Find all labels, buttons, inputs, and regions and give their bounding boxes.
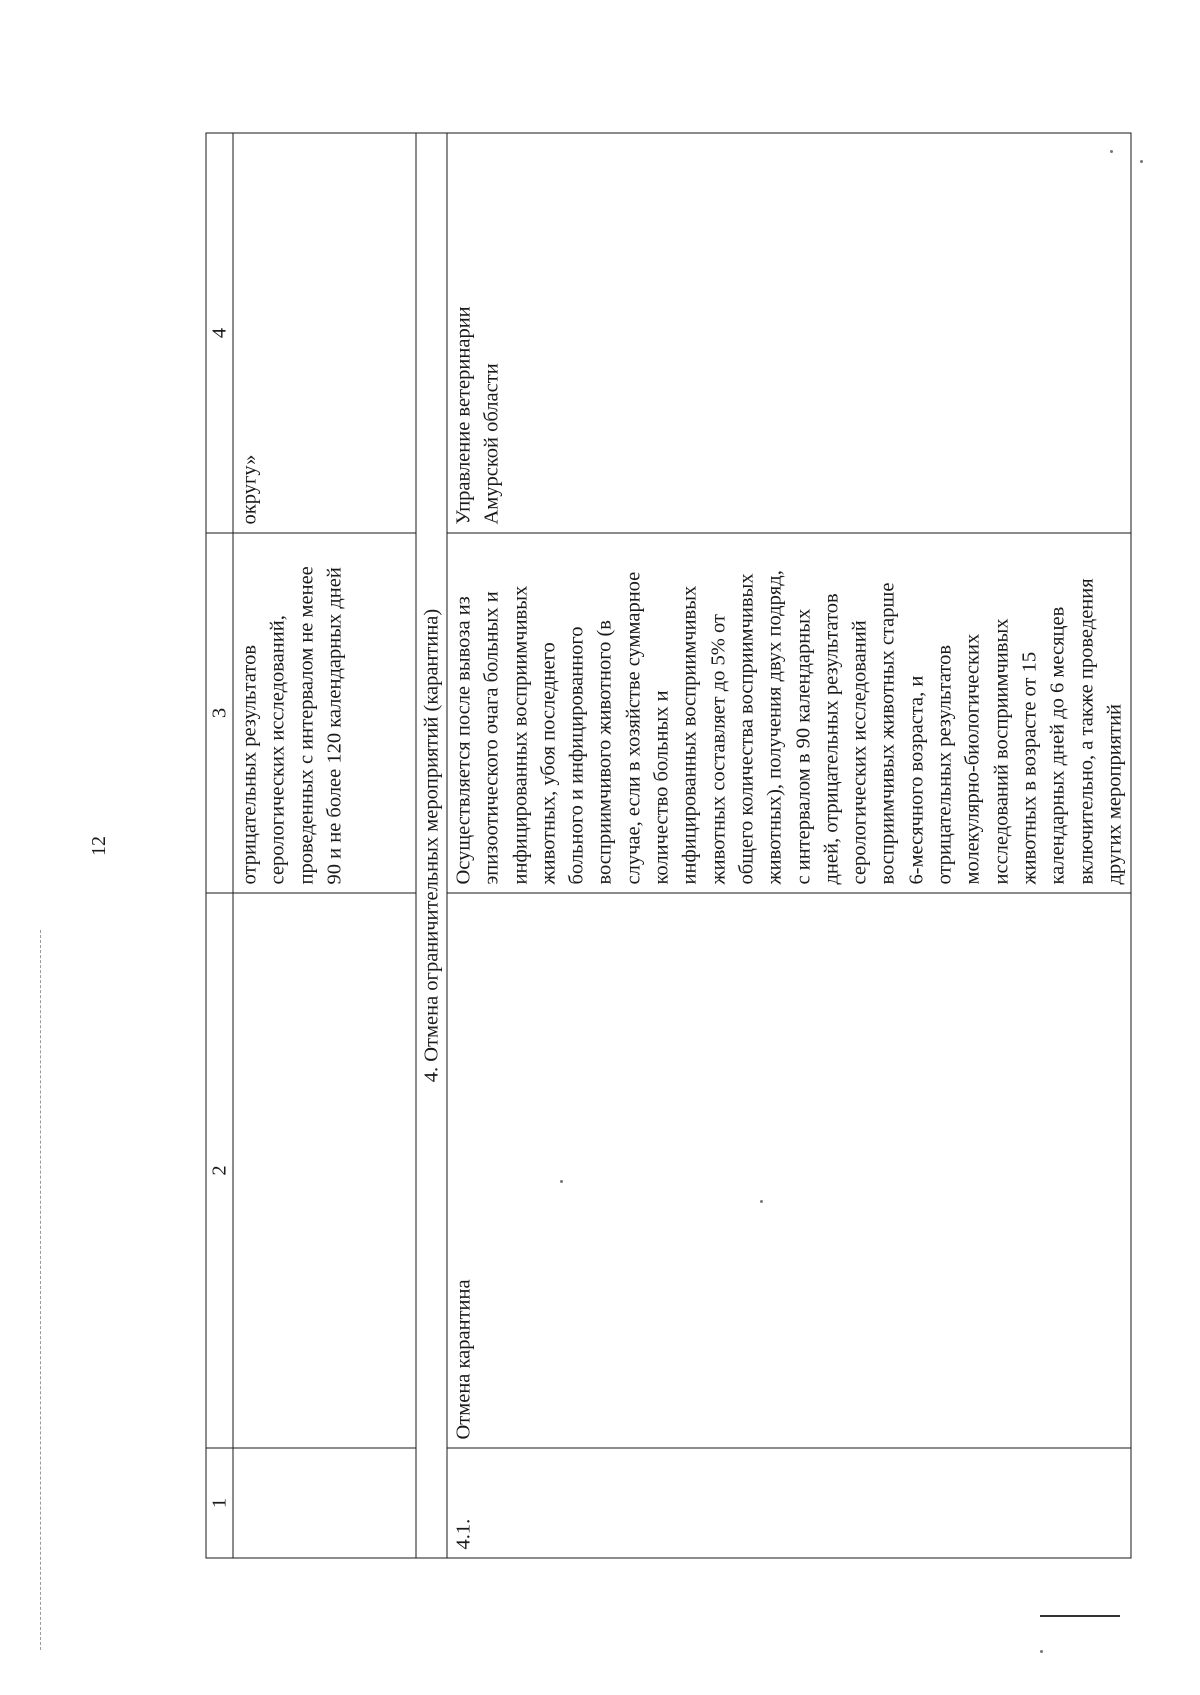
scan-speck [1140,160,1143,163]
row-measure: Отмена карантина [447,893,1131,1448]
text-line: животных в возрасте от 15 [1018,651,1041,885]
column-number-3: 3 [206,533,233,893]
column-number-4: 4 [206,133,233,533]
text-line: Управление ветеринарии [452,306,475,525]
text-line: включительно, а также проведения [1075,578,1098,885]
text-line: других мероприятий [1103,703,1126,885]
continuation-responsible-cell: округу» [233,133,416,533]
measures-table [206,133,1132,1559]
text-line: отрицательных результатов [933,644,956,885]
text-line: случае, если в хозяйстве суммарное [622,571,645,885]
column-number-2: 2 [206,893,233,1448]
section-title: 4. Отмена ограничительных мероприятий (карантина) [416,133,447,1558]
scan-margin-line [40,930,41,1650]
text-line: 90 и не более 120 календарных дней [323,567,346,885]
text-line: восприимчивых животных старше [876,582,899,885]
text-line: исследований восприимчивых [990,618,1013,885]
row-conditions [447,533,1131,893]
continuation-row [233,133,416,1558]
text-line: восприимчивого животного (в [593,620,616,885]
scan-speck [1040,1650,1043,1653]
text-line: с интервалом в 90 календарных [792,608,815,885]
continuation-measure-cell [233,893,416,1448]
text-line: проведенных с интервалом не менее [295,566,318,885]
text-line: животных), получения двух подряд, [763,570,786,885]
footer-rule [1040,1615,1120,1617]
continuation-number-cell [233,1448,416,1558]
rotated-table-wrapper [206,134,1126,1559]
text-line: серологических исследований [848,620,871,885]
column-number-1: 1 [206,1448,233,1558]
text-line: количество больных и [650,690,673,885]
text-line: дней, отрицательных результатов [820,593,843,885]
continuation-conditions-cell [233,533,416,893]
text-line: Осуществляется после вывоза из [452,596,475,885]
section-header-row [416,133,447,1558]
text-line: инфицированных восприимчивых [509,585,532,885]
text-line: общего количества восприимчивых [735,573,758,885]
text-line: календарных дней до 6 месяцев [1046,606,1069,885]
row-responsible [447,133,1131,533]
text-line: животных, убоя последнего [537,642,560,885]
text-line: инфицированных восприимчивых [678,585,701,885]
text-line: 6-месячного возраста, и [905,675,928,885]
text-line: отрицательных результатов [238,644,261,885]
row-number: 4.1. [447,1448,1131,1558]
text-line: серологических исследований, [266,615,289,885]
text-line: Амурской области [480,363,503,525]
text-line: молекулярно-биологических [961,633,984,885]
text-line: эпизоотического очага больных и [480,591,503,885]
page-number: 12 [88,836,110,856]
column-number-row [206,133,233,1558]
text-line: животных составляет до 5% от [707,614,730,885]
table-row [447,133,1131,1558]
text-line: больного и инфицированного [565,626,588,885]
